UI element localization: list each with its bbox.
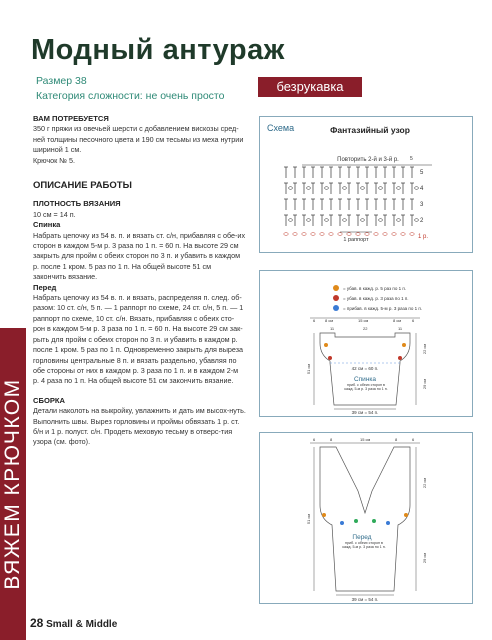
work-section (33, 181, 246, 448)
chain-symbol (397, 187, 401, 190)
top-stitches: 22 (363, 326, 368, 331)
marker-dot (404, 513, 408, 517)
chain-symbol (320, 233, 324, 236)
back-heading: Спинка (33, 220, 61, 230)
stitch-schema (260, 117, 472, 252)
marker-dot (386, 521, 390, 525)
piece-name: Перед (352, 534, 372, 541)
marker-dot (398, 356, 402, 360)
chain-symbol (365, 233, 369, 236)
top-dim: 6 (313, 437, 316, 442)
row-number: 5 (410, 156, 413, 162)
top-dim: 6 (412, 437, 415, 442)
chain-symbol (356, 233, 360, 236)
marker-dot (340, 521, 344, 525)
chain-symbol (307, 219, 311, 222)
marker-dot (328, 356, 332, 360)
chain-symbol (379, 187, 383, 190)
chain-symbol (329, 233, 333, 236)
left-dim: 51 см (306, 513, 311, 525)
work-heading: ОПИСАНИЕ РАБОТЫ (33, 180, 132, 191)
back-text: Набрать цепочку из 54 в. п. и вязать ст. с/н, прибавляя с обе-их сторон в каждом 5-м р. 3 раза по 1 п. = 60 п. На высоте 29 см закрыть для пройм с обеих сторон по 3 п. и убавить в каждом р. после 1 кром. 5 раз по 1 п. На общей высоте 51 см закончить вязание. (33, 230, 246, 282)
density-heading: ПЛОТНОСТЬ ВЯЗАНИЯ (33, 199, 121, 209)
chain-symbol (401, 233, 405, 236)
chain-symbol (325, 187, 329, 190)
marker-dot (354, 519, 358, 523)
chain-symbol (343, 219, 347, 222)
legend-dot (333, 295, 339, 301)
top-dim: 8 (330, 437, 333, 442)
back-pattern-box (259, 270, 473, 417)
schema-grid (284, 167, 419, 235)
top-dim: 6 (412, 318, 415, 323)
size-label: Размер 38 (36, 75, 87, 87)
chain-symbol (379, 219, 383, 222)
marker-dot (402, 343, 406, 347)
chain-symbol (302, 233, 306, 236)
chain-symbol (343, 187, 347, 190)
chain-symbol (311, 233, 315, 236)
top-dim: 8 см (393, 318, 402, 323)
top-dim: 6 (313, 318, 316, 323)
section-sidebar-text: ВЯЖЕМ КРЮЧКОМ (1, 378, 24, 590)
section-sidebar (0, 328, 26, 640)
front-outline (320, 447, 410, 591)
chain-symbol (374, 233, 378, 236)
legend-dot (333, 285, 339, 291)
chain-symbol (289, 219, 293, 222)
first-row-label: 1 р. (418, 234, 429, 240)
marker-dot (324, 343, 328, 347)
piece-note: приб. с обеих сторон в кажд. 5-м р. 3 раза по 1 п. (342, 541, 386, 550)
legend-item: = убав. в кажд. р. 3 раза по 1 п. (343, 296, 409, 301)
front-pattern (260, 433, 472, 603)
schema-title: Фантазийный узор (330, 125, 410, 135)
garment-badge: безрукавка (258, 77, 362, 97)
chain-symbol (289, 187, 293, 190)
right-dim: 22 см (422, 343, 427, 355)
chain-symbol (361, 219, 365, 222)
piece-note: приб. с обеих сторон в кажд. 5-м р. 3 раза по 1 п. (344, 383, 388, 392)
bottom-label: 39 см = 54 п. (351, 597, 379, 602)
chain-symbol (361, 187, 365, 190)
row-number: 4 (420, 186, 424, 192)
page-footer (30, 616, 117, 630)
front-pattern-box (259, 432, 473, 604)
legend-dot (333, 305, 339, 311)
chain-symbol (293, 233, 297, 236)
front-heading: Перед (33, 282, 57, 292)
right-dim: 29 см (422, 378, 427, 390)
front-text: Набрать цепочку из 54 в. п. и вязать, распределяя п. след. об-разом: 10 ст. с/н, 5 п. — 1 раппорт по схеме, 24 ст. с/н, 5 п. — 1 раппорт по схеме, 10 ст. с/н. Вязать, прибавляя с обеих сто-рон в каждом 5-м р. 3 раза по 1 п. = 60 п. На высоте 29 см зак-рыть для пройм с обеих сторон по 3 п. и убавить в каждом р. после 1 кром. 5 раз по 1 п. Одновременно закрыть для выреза горловины центральные 8 п. и вязать раздельно, убавляя по обе стороны от них в каждом р. 3 раза по 1 п. и в каждом 2-м р. 4 раза по 1 п. На общей высоте 51 см закончить вязание. (33, 293, 244, 386)
chain-symbol (392, 233, 396, 236)
top-dim: 8 (395, 437, 398, 442)
top-dim: 8 см (325, 318, 334, 323)
back-pattern (260, 271, 472, 416)
marker-dot (322, 513, 326, 517)
bottom-label: 39 см = 54 п. (351, 410, 379, 415)
legend-item: = убав. в кажд. р. 5 раз по 1 п. (343, 286, 407, 291)
chain-symbol (410, 233, 414, 236)
hook-text: Крючок № 5. (33, 155, 76, 165)
materials-section (33, 114, 246, 166)
chain-symbol (383, 233, 387, 236)
width-label: 42 см = 60 п. (351, 366, 379, 371)
page-number: 28 (30, 616, 44, 630)
chain-symbol (325, 219, 329, 222)
assembly-heading: СБОРКА (33, 395, 66, 405)
piece-name: Спинка (353, 376, 377, 383)
right-dim: 29 см (422, 552, 427, 564)
chain-symbol (415, 219, 419, 222)
brand-name: Small & Middle (46, 619, 118, 630)
schema-label: Схема (267, 123, 295, 133)
top-dim: 15 см (360, 437, 371, 442)
chain-symbol (347, 233, 351, 236)
top-dim: 15 см (358, 318, 369, 323)
row-number: 2 (420, 218, 424, 224)
row-number: 3 (420, 202, 424, 208)
marker-dot (372, 519, 376, 523)
materials-text: 350 г пряжи из овечьей шерсти с добавлением вискозы сред-ней толщины песочного цвета и 190 см тесьмы из меха нутрии шириной 1 см. (33, 124, 244, 155)
difficulty-label: Категория сложности: не очень просто (36, 90, 225, 102)
top-stitches: 11 (398, 326, 403, 331)
chain-symbol (338, 233, 342, 236)
chain-symbol (307, 187, 311, 190)
assembly-text: Детали наколоть на выкройку, увлажнить и дать им высох-нуть. Выполнить швы. Вырез горловины и проймы обвязать 1 р. ст. б/н и 1 р. полуст. с/н. Продеть меховую тесьму в отверс-тия узора (см. фото). (33, 406, 246, 447)
repeat-note: Повторить 2-й и 3-й р. (337, 157, 399, 163)
legend-item: = прибав. в кажд. 5-м р. 3 раза по 1 п. (343, 306, 423, 311)
right-dim: 22 см (422, 477, 427, 489)
row-number: 5 (420, 170, 424, 176)
rapport-label: 1 раппорт (343, 237, 369, 243)
stitch-schema-box (259, 116, 473, 253)
chain-symbol (284, 233, 288, 236)
materials-heading: ВАМ ПОТРЕБУЕТСЯ (33, 114, 109, 123)
page-title: Модный антураж (31, 34, 285, 66)
left-dim: 51 см (306, 363, 311, 375)
density-text: 10 см = 14 п. (33, 209, 76, 219)
top-stitches: 11 (330, 326, 335, 331)
chain-symbol (397, 219, 401, 222)
chain-symbol (415, 187, 419, 190)
